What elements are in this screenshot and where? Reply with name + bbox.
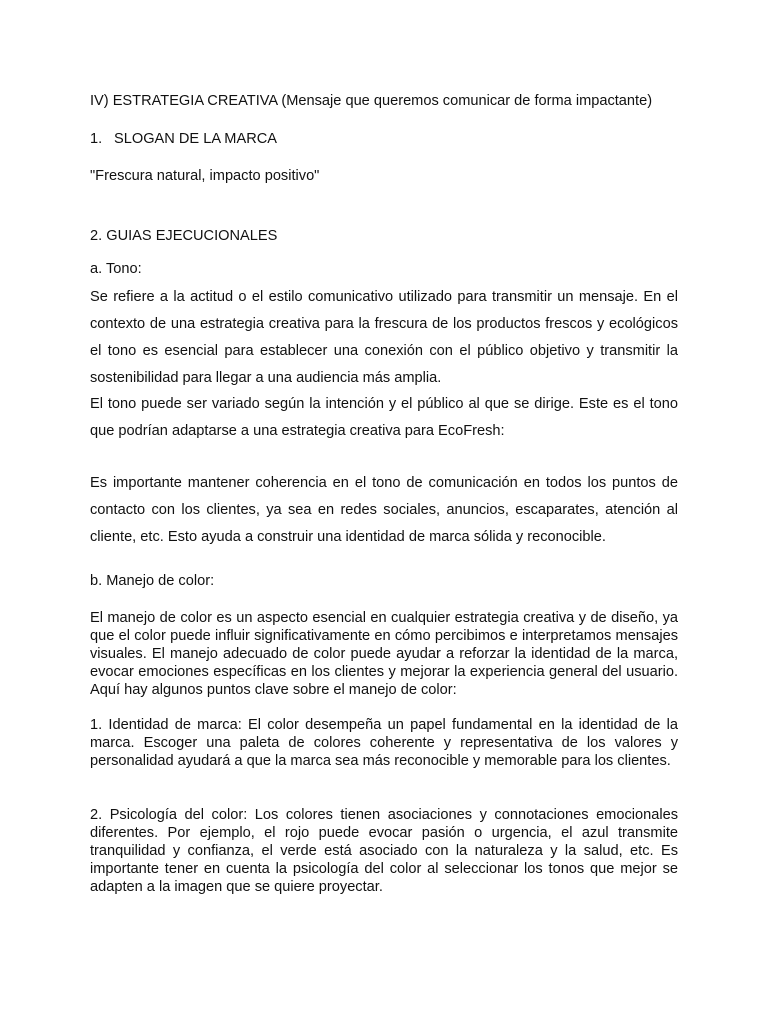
tono-paragraph-3: Es importante mantener coherencia en el tono de comunicación en todos los puntos de contacto con los clientes, ya sea en redes sociales, anuncios, escaparates, atención al cliente, etc. Esto ayuda a construir una identidad de marca sólida y reconocible. [90, 475, 678, 545]
color-paragraph-2: 1. Identidad de marca: El color desempeña un papel fundamental en la identidad de la marca. Escoger una paleta de colores coherente y representativa de los valores y personalidad ayudará a que la marca sea más reconocible y memorable para los clientes. [90, 717, 678, 769]
tono-paragraph-1: Se refiere a la actitud o el estilo comunicativo utilizado para transmitir un mensaje. En el contexto de una estrategia creativa para la frescura de los productos frescos y ecológicos el tono es esencial para establecer una conexión con el público objetivo y transmitir la sostenibilidad para llegar a una audiencia más amplia. [90, 289, 678, 386]
slogan-heading [90, 131, 678, 147]
color-paragraph-1: El manejo de color es un aspecto esencial en cualquier estrategia creativa y de diseño, ya que el color puede influir significativamente en cómo percibimos e interpretamos mensajes visuales. El manejo adecuado de color puede ayudar a reforzar la identidad de la marca, evocar emociones específicas en los clientes y mejorar la experiencia general del usuario. Aquí hay algunos puntos clave sobre el manejo de color: [90, 610, 678, 698]
color-label: b. Manejo de color: [90, 573, 215, 589]
slogan-heading-text: SLOGAN DE LA MARCA [114, 131, 278, 147]
slogan-number: 1. [90, 131, 103, 147]
tono-paragraph-2: El tono puede ser variado según la intención y el público al que se dirige. Este es el tono que podrían adaptarse a una estrategia creativa para EcoFresh: [90, 396, 678, 439]
color-paragraph-3: 2. Psicología del color: Los colores tienen asociaciones y connotaciones emocionales diferentes. Por ejemplo, el rojo puede evocar pasión o urgencia, el azul transmite tranquilidad y confianza, el verde está asociado con la naturaleza y la salud, etc. Es importante tener en cuenta la psicología del color al seleccionar los tonos que mejor se adapten a la imagen que se quiere proyectar. [90, 807, 678, 895]
tono-label: a. Tono: [90, 261, 142, 277]
guias-heading: 2. GUIAS EJECUCIONALES [90, 228, 278, 244]
section-heading: IV) ESTRATEGIA CREATIVA (Mensaje que queremos comunicar de forma impactante) [90, 93, 653, 109]
slogan-text: "Frescura natural, impacto positivo" [90, 168, 320, 184]
